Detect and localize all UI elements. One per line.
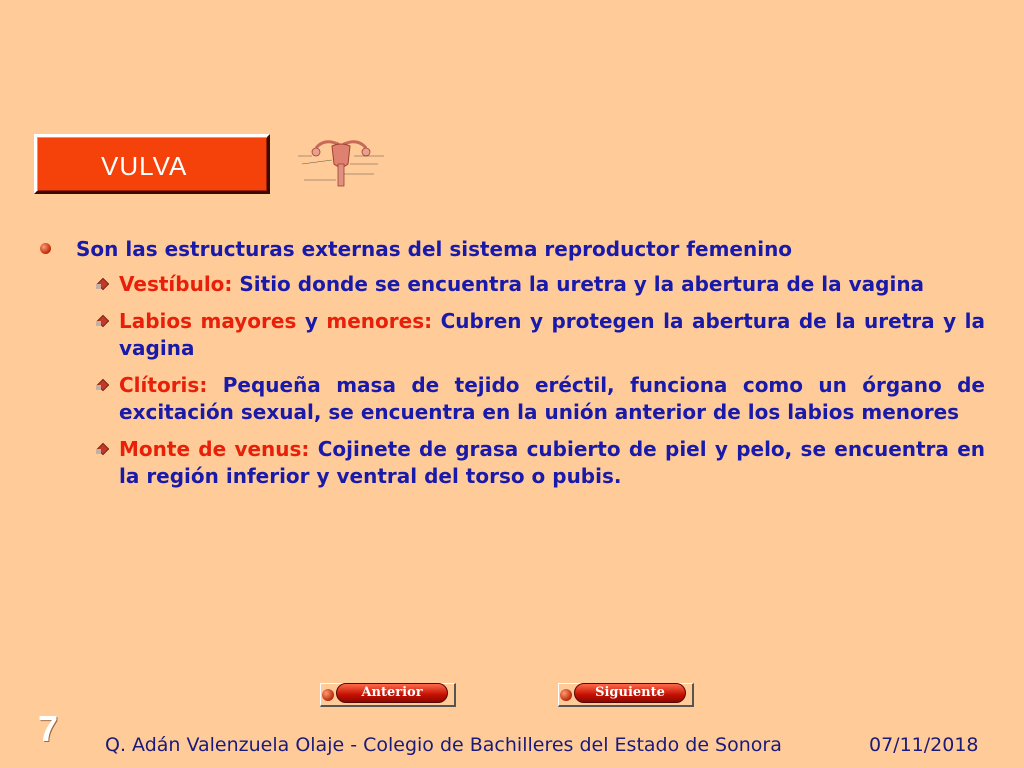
list-item — [40, 236, 985, 263]
siguiente-label: Siguiente — [574, 683, 686, 703]
footer-date: 07/11/2018 — [869, 734, 979, 756]
term: Labios mayores — [119, 309, 297, 333]
title-box — [34, 134, 270, 194]
definition: Pequeña masa de tejido eréctil, funciona como un órgano de excitación sexual, se encuentra en la unión anterior de los labios menores — [119, 373, 985, 424]
red-diamond-bullet-icon — [96, 277, 110, 291]
term: Clítoris: — [119, 373, 208, 397]
term: menores: — [326, 309, 433, 333]
red-ball-bullet-icon — [40, 243, 51, 254]
red-diamond-bullet-icon — [96, 442, 110, 456]
intro-text: Son las estructuras externas del sistema reproductor femenino — [76, 237, 793, 261]
term: Monte de venus: — [119, 437, 310, 461]
list-item — [40, 372, 985, 426]
connector: y — [296, 309, 327, 333]
siguiente-button[interactable] — [558, 679, 698, 709]
red-ball-icon — [322, 689, 334, 701]
term: Vestíbulo: — [119, 272, 233, 296]
red-ball-icon — [560, 689, 572, 701]
slide-title: VULVA — [101, 151, 188, 181]
anterior-button[interactable] — [320, 679, 460, 709]
list-item — [40, 436, 985, 490]
list-item — [40, 271, 985, 298]
content-list — [40, 236, 985, 500]
red-diamond-bullet-icon — [96, 314, 110, 328]
definition: Sitio donde se encuentra la uretra y la abertura de la vagina — [232, 272, 925, 296]
definition: Cojinete de grasa cubierto de piel y pelo, se encuentra en la región inferior y ventral del torso o pubis. — [119, 437, 986, 488]
uterus-diagram-image — [294, 134, 388, 194]
definition: Cubren y protegen la abertura de la uretra y la vagina — [119, 309, 985, 360]
red-diamond-bullet-icon — [96, 378, 110, 392]
footer-author: Q. Adán Valenzuela Olaje - Colegio de Bachilleres del Estado de Sonora — [105, 734, 782, 756]
anterior-label: Anterior — [336, 683, 448, 703]
page-number: 7 — [38, 708, 59, 749]
list-item — [40, 308, 985, 362]
